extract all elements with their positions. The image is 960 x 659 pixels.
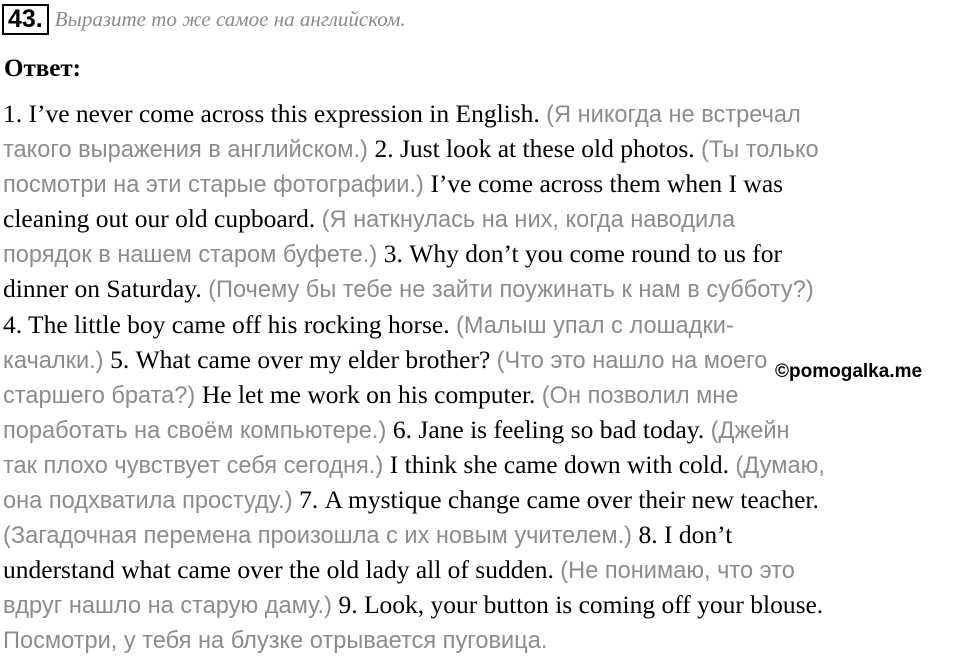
text-line xyxy=(3,483,958,518)
text-line xyxy=(3,237,958,272)
exercise-instruction: Выразите то же самое на английском. xyxy=(54,6,406,31)
english-sentence: 9. Look, your button is coming off your blouse. xyxy=(338,590,824,620)
russian-translation: она подхватила простуду.) xyxy=(3,488,300,515)
russian-translation: (Малыш упал с лошадки- xyxy=(456,312,734,339)
russian-translation: (Загадочная перемена произошла с их новым учителем.) xyxy=(3,523,639,550)
russian-translation: качалки.) xyxy=(3,347,111,374)
text-line xyxy=(3,623,958,658)
english-sentence: 7. A mystique change came over their new teacher. xyxy=(299,485,819,515)
english-sentence: 3. Why don’t you come round to us for xyxy=(383,239,783,269)
russian-translation: старшего брата?) xyxy=(3,382,202,409)
russian-translation: поработать на своём компьютере.) xyxy=(3,417,393,444)
text-line xyxy=(3,588,958,623)
russian-translation: Посмотри, у тебя на блузке отрывается пуговица. xyxy=(3,628,548,655)
text-line xyxy=(3,378,958,413)
text-line xyxy=(3,308,958,343)
exercise-number: 43. xyxy=(2,4,49,35)
text-line xyxy=(3,97,958,132)
russian-translation: (Что это нашло на моего xyxy=(496,347,768,374)
text-line xyxy=(3,448,958,483)
english-sentence: cleaning out our old cupboard. xyxy=(3,204,322,234)
english-sentence: understand what came over the old lady all of sudden. xyxy=(3,555,561,585)
russian-translation: (Джейн xyxy=(710,417,790,444)
english-sentence: 6. Jane is feeling so bad today. xyxy=(392,414,711,444)
russian-translation: (Он позволил мне xyxy=(541,382,739,409)
text-line xyxy=(3,413,958,448)
russian-translation: (Я никогда не встречал xyxy=(546,102,801,128)
english-sentence: He let me work on his computer. xyxy=(201,379,542,409)
russian-translation: порядок в нашем старом буфете.) xyxy=(3,242,384,269)
english-sentence: 2. Just look at these old photos. xyxy=(374,134,702,164)
russian-translation: так плохо чувствует себя сегодня.) xyxy=(3,452,390,479)
russian-translation: (Думаю, xyxy=(735,452,825,479)
english-sentence: I think she came down with cold. xyxy=(389,449,736,479)
russian-translation: (Ты только xyxy=(701,137,819,164)
russian-translation: такого выражения в английском.) xyxy=(3,137,375,164)
answer-label: Ответ: xyxy=(4,55,81,82)
text-line xyxy=(3,272,958,307)
text-line xyxy=(3,518,958,553)
english-sentence: 8. I don’t xyxy=(638,520,733,550)
russian-translation: (Почему бы тебе не зайти поужинать к нам в субботу?) xyxy=(208,277,814,304)
english-sentence: I’ve come across them when I was xyxy=(430,169,784,199)
russian-translation: вдруг нашло на старую даму.) xyxy=(3,593,339,620)
russian-translation: (Не понимаю, что это xyxy=(560,558,795,585)
text-line xyxy=(3,202,958,237)
text-line xyxy=(3,132,958,167)
text-line xyxy=(3,167,958,202)
english-sentence: 4. The little boy came off his rocking horse. xyxy=(3,309,456,339)
exercise-header xyxy=(2,3,406,35)
russian-translation: посмотри на эти старые фотографии.) xyxy=(3,172,431,199)
english-sentence: dinner on Saturday. xyxy=(3,274,209,304)
english-sentence: 5. What came over my elder brother? xyxy=(110,344,497,374)
english-sentence: 1. I’ve never come across this expression in English. xyxy=(3,99,547,128)
russian-translation: (Я наткнулась на них, когда наводила xyxy=(321,207,736,234)
site-watermark: ©pomogalka.me xyxy=(775,361,923,382)
text-line xyxy=(3,553,958,588)
